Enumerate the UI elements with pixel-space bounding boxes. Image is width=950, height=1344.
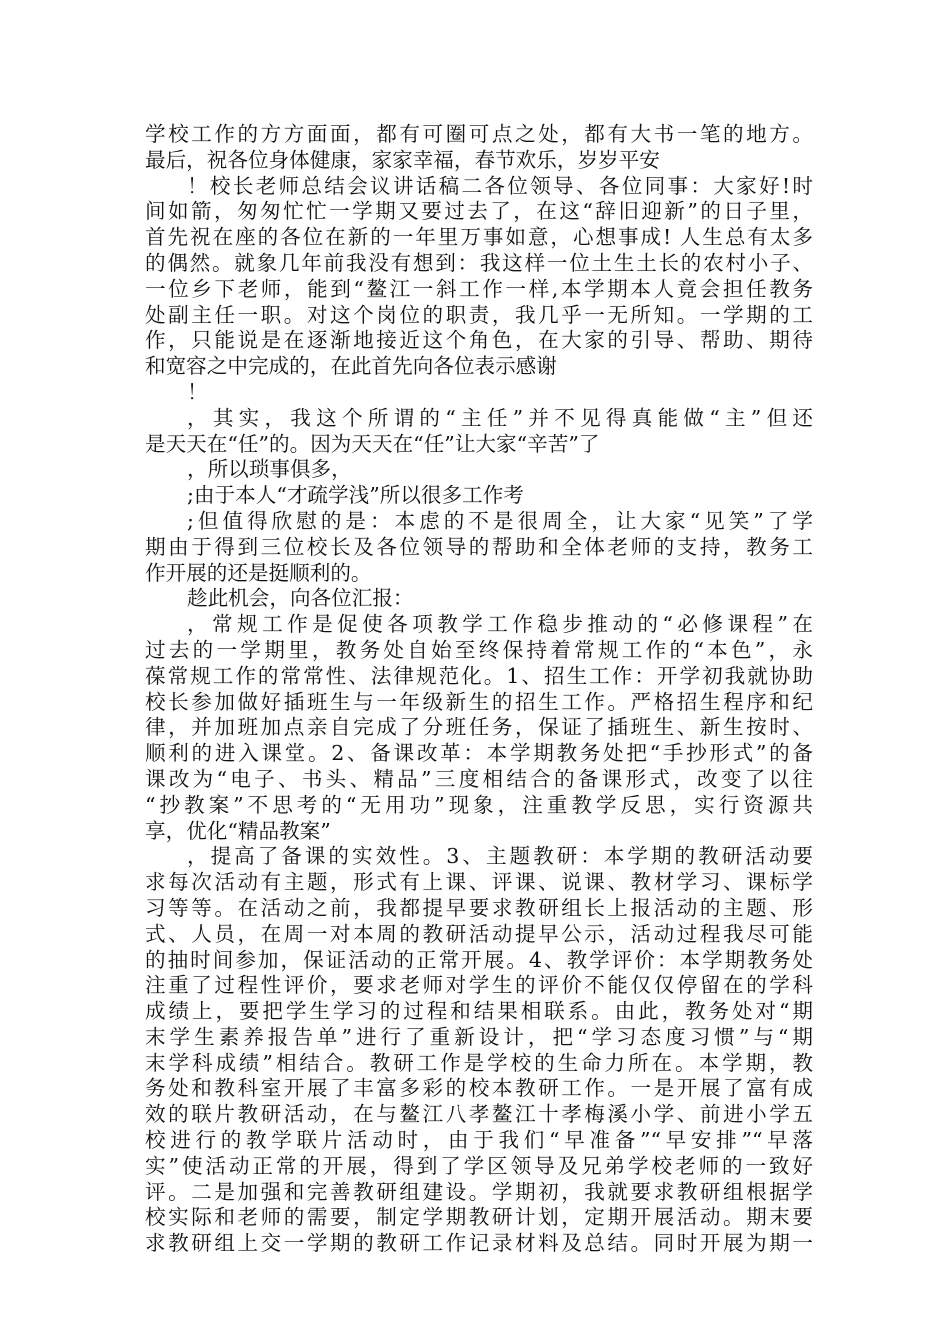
text-line: 葆常规工作的常常性、法律规范化。1、招生工作：开学初我就协助 bbox=[145, 663, 813, 688]
text-line: 间如箭，匆匆忙忙一学期又要过去了，在这“辞旧迎新”的日子里， bbox=[145, 199, 813, 224]
text-line: ，其实，我这个所谓的“主任”并不见得真能做“主”但还 bbox=[187, 405, 813, 430]
text-line: 末学科成绩”相结合。教研工作是学校的生命力所在。本学期，教 bbox=[145, 1050, 813, 1075]
text-line: 校进行的教学联片活动时，由于我们“早准备”“早安排”“早落 bbox=[145, 1128, 813, 1153]
text-line: 学校工作的方方面面，都有可圈可点之处，都有大书一笔的地方。 bbox=[145, 122, 813, 146]
text-line: 式、人员，在周一对本周的教研活动提早公示，活动过程我尽可能 bbox=[145, 921, 813, 946]
text-line: 作，只能说是在逐渐地接近这个角色，在大家的引导、帮助、期待 bbox=[145, 328, 813, 353]
text-line: 首先祝在座的各位在新的一年里万事如意，心想事成! 人生总有太多 bbox=[145, 225, 813, 250]
text-line: 课改为“电子、书头、精品”三度相结合的备课形式，改变了以往 bbox=[145, 766, 813, 791]
document-body-text bbox=[145, 122, 813, 1257]
text-line: 律，并加班加点亲自完成了分班任务，保证了插班生、新生按时、 bbox=[145, 715, 813, 740]
text-line: 处副主任一职。对这个岗位的职责，我几乎一无所知。一学期的工 bbox=[145, 302, 813, 327]
text-line: ;由于本人“才疏学浅”所以很多工作考 bbox=[187, 483, 524, 508]
text-line: 的抽时间参加，保证活动的正常开展。4、教学评价：本学期教务处 bbox=[145, 947, 813, 972]
text-line: 一位乡下老师，能到“鳌江一斜工作一样,本学期本人竟会担任教务 bbox=[145, 276, 813, 301]
text-line: 作开展的还是挺顺利的。 bbox=[145, 560, 372, 585]
text-line: 校长参加做好插班生与一年级新生的招生工作。严格招生程序和纪 bbox=[145, 689, 813, 714]
text-line: 注重了过程性评价，要求老师对学生的评价不能仅仅停留在的学科 bbox=[145, 973, 813, 998]
text-line: 期由于得到三位校长及各位领导的帮助和全体老师的支持，教务工 bbox=[145, 534, 813, 559]
text-line: 成绩上，要把学生学习的过程和结果相联系。由此，教务处对“期 bbox=[145, 999, 813, 1024]
text-line: “抄教案”不思考的“无用功”现象，注重教学反思，实行资源共 bbox=[145, 792, 813, 817]
text-line: 校实际和老师的需要，制定学期教研计划，定期开展活动。期末要 bbox=[145, 1205, 813, 1230]
text-line: 顺利的进入课堂。2、备课改革：本学期教务处把“手抄形式”的备 bbox=[145, 741, 813, 766]
text-line: ，所以琐事俱多， bbox=[187, 457, 352, 482]
text-line: 末学生素养报告单”进行了重新设计，把“学习态度习惯”与“期 bbox=[145, 1024, 813, 1049]
text-line: 和宽容之中完成的，在此首先向各位表示感谢 bbox=[145, 354, 557, 379]
text-line: 实”使活动正常的开展，得到了学区领导及兄弟学校老师的一致好 bbox=[145, 1153, 813, 1178]
text-line: 务处和教科室开展了丰富多彩的校本教研工作。一是开展了富有成 bbox=[145, 1076, 813, 1101]
text-line: ，提高了备课的实效性。3、主题教研：本学期的教研活动要 bbox=[187, 844, 813, 869]
text-line: 享，优化“精品教案” bbox=[145, 818, 331, 843]
text-line: ！ bbox=[187, 379, 208, 404]
text-line: 是天天在“任”的。因为天天在“任”让大家“辛苦”了 bbox=[145, 431, 600, 456]
text-line: 的偶然。就象几年前我没有想到：我这样一位土生土长的农村小子、 bbox=[145, 250, 813, 275]
text-line: ，常规工作是促使各项教学工作稳步推动的“必修课程”在 bbox=[187, 612, 813, 637]
text-line: 过去的一学期里，教务处自始至终保持着常规工作的“本色”，永 bbox=[145, 637, 813, 662]
text-line: 习等等。在活动之前，我都提早要求教研组长上报活动的主题、形 bbox=[145, 895, 813, 920]
text-line: 最后，祝各位身体健康，家家幸福，春节欢乐，岁岁平安 bbox=[145, 147, 660, 172]
text-line: 求教研组上交一学期的教研工作记录材料及总结。同时开展为期一 bbox=[145, 1231, 813, 1256]
text-line: 评。二是加强和完善教研组建设。学期初，我就要求教研组根据学 bbox=[145, 1179, 813, 1204]
text-line: 求每次活动有主题，形式有上课、评课、说课、教材学习、课标学 bbox=[145, 870, 813, 895]
text-line: ;但值得欣慰的是：本虑的不是很周全，让大家“见笑”了学 bbox=[187, 508, 813, 533]
text-line: 趁此机会，向各位汇报： bbox=[187, 586, 414, 611]
text-line: 效的联片教研活动，在与鳌江八孝鳌江十孝梅溪小学、前进小学五 bbox=[145, 1102, 813, 1127]
text-line: ！校长老师总结会议讲话稿二各位领导、各位同事：大家好!时 bbox=[187, 173, 813, 198]
